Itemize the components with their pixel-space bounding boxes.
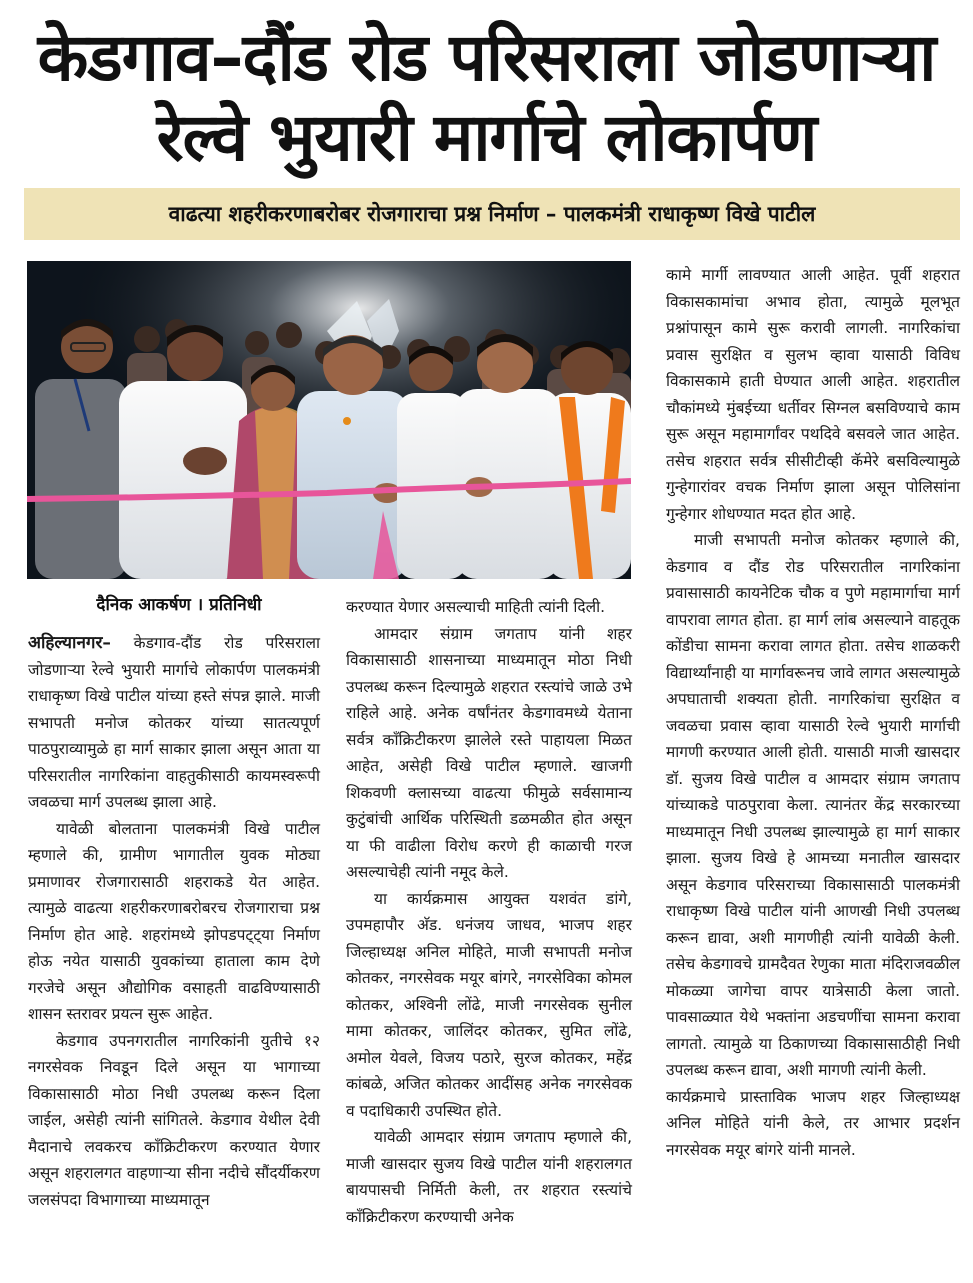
col3-paragraph-1: कामे मार्गी लावण्यात आली आहेत. पूर्वी शहरात विकासकामांचा अभाव होता, त्यामुळे मूलभूत प्रश्नांपासून कामे सुरू करावी लागली. नागरिकांचा प्रवास सुरक्षित व सुलभ व्हावा यासाठी विविध विकासकामे हाती घेण्यात आली आहेत. शहरातील चौकांमध्ये मुंबईच्या धर्तीवर सिग्नल बसविण्याचे काम सुरू असून महामार्गांवर पथदिवे बसवले जात आहेत. तसेच शहरात सर्वत्र सीसीटीव्ही कॅमेरे बसविल्यामुळे गुन्हेगारांवर वचक निर्माण झाला असून पोलिसांना गुन्हेगार शोधण्यात मदत होत आहे. [666, 266, 960, 523]
col2-paragraph-2: आमदार संग्राम जगताप यांनी शहर विकासासाठी शासनाच्या माध्यमातून मोठा निधी उपलब्ध करून दिल्यामुळे शहरात रस्त्यांचे जाळे उभे राहिले आहे. अनेक वर्षांनंतर केडगावमध्ये येताना सर्वत्र काँक्रिटीकरण झालेले रस्ते पाहायला मिळत आहेत, असेही विखे पाटील म्हणाले. खाजगी शिकवणी क्लासच्या वाढत्या फीमुळे सर्वसामान्य कुटुंबांची आर्थिक परिस्थिती डळमळीत होत असून या फी वाढीला विरोध करणे ही काळाची गरज असल्याचेही त्यांनी नमूद केले. [346, 624, 632, 881]
ribbon-cutting-photo [27, 261, 631, 579]
article-column-3 [666, 262, 960, 1163]
headline-line-2: रेल्वे भुयारी मार्गाचे लोकार्पण [156, 99, 817, 176]
news-photo [27, 261, 631, 579]
col1-paragraph-1: केडगाव-दौंड रोड परिसराला जोडणाऱ्या रेल्वे भुयारी मार्गाचे लोकार्पण पालकमंत्री राधाकृष्ण विखे पाटील यांच्या हस्ते संपन्न झाले. माजी सभापती मनोज कोतकर यांच्या सातत्यपूर्ण पाठपुराव्यामुळे हा मार्ग साकार झाला असून आता या परिसरातील नागरिकांना वाहतुकीसाठी कायमस्वरूपी जवळचा मार्ग उपलब्ध झाला आहे. [28, 634, 320, 811]
col3-paragraph-2: माजी सभापती मनोज कोतकर म्हणाले की, केडगाव व दौंड रोड परिसरातील नागरिकांना प्रवासासाठी कायनेटिक चौक व पुणे महामार्गाचा मार्ग वापरावा लागत होता. हा मार्ग लांब असल्याने वाहतूक कोंडीचा सामना करावा लागत होता. तसेच शाळकरी विद्यार्थ्यांनाही या मार्गावरूनच जावे लागत असल्यामुळे अपघाताची शक्यता होती. नागरिकांचा सुरक्षित व जवळचा प्रवास व्हावा यासाठी रेल्वे भुयारी मार्गाची मागणी करण्यात आली होती. यासाठी माजी खासदार डॉ. सुजय विखे पाटील व आमदार संग्राम जगताप यांच्याकडे पाठपुरावा केला. त्यानंतर केंद्र सरकारच्या माध्यमातून निधी उपलब्ध झाल्यामुळे हा मार्ग साकार झाला. सुजय विखे हे आमच्या मनातील खासदार असून केडगाव परिसराच्या विकासासाठी पालकमंत्री राधाकृष्ण विखे पाटील यांनी आणखी निधी उपलब्ध करून द्यावा, अशी मागणीही त्यांनी यावेळी केली. तसेच केडगावचे ग्रामदैवत रेणुका माता मंदिराजवळील मोकळ्या जागेचा वापर यात्रेसाठी केला जातो. पावसाळ्यात येथे भक्तांना अडचणींचा सामना करावा लागतो. त्यामुळे या ठिकाणच्या विकासासाठीही निधी उपलब्ध करून द्यावा, अशी मागणी त्यांनी केली. [666, 531, 960, 1079]
col3-paragraph-3: कार्यक्रमाचे प्रास्ताविक भाजप शहर जिल्हाध्यक्ष अनिल मोहिते यांनी केले, तर आभार प्रदर्शन नगरसेवक मयूर बांगरे यांनी मानले. [666, 1087, 960, 1159]
article-column-2 [346, 594, 632, 1230]
col2-paragraph-4: यावेळी आमदार संग्राम जगताप म्हणाले की, माजी खासदार सुजय विखे पाटील यांनी शहरालगत बायपासची निर्मिती केली, तर शहरात रस्त्यांचे काँक्रिटीकरण करण्याची अनेक [346, 1128, 632, 1226]
col2-paragraph-3: या कार्यक्रमास आयुक्त यशवंत डांगे, उपमहापौर अ‍ॅड. धनंजय जाधव, भाजप शहर जिल्हाध्यक्ष अनिल मोहिते, माजी सभापती मनोज कोतकर, नगरसेवक मयूर बांगरे, नगरसेविका कोमल कोतकर, अश्विनी लोंढे, माजी नगरसेवक सुनील मामा कोतकर, जालिंदर कोतकर, सुमित लोंढे, अमोल येवले, विजय पठारे, सुरज कोतकर, महेंद्र कांबळे, अजित कोतकर आदींसह अनेक नगरसेवक व पदाधिकारी उपस्थित होते. [346, 889, 632, 1120]
subheadline-text: वाढत्या शहरीकरणाबरोबर रोजगाराचा प्रश्न निर्माण – पालकमंत्री राधाकृष्ण विखे पाटील [168, 202, 816, 226]
col1-paragraph-2: यावेळी बोलताना पालकमंत्री विखे पाटील म्हणाले की, ग्रामीण भागातील युवक मोठ्या प्रमाणावर रोजगारासाठी शहराकडे येत आहेत. त्यामुळे वाढत्या शहरीकरणाबरोबरच रोजगाराचा प्रश्न निर्माण होत आहे. शहरांमध्ये झोपडपट्ट्या निर्माण होऊ नयेत यासाठी युवकांच्या हाताला काम देणे गरजेचे असून औद्योगिक वसाहती वाढविण्यासाठी शासन स्तरावर प्रयत्न सुरू आहेत. [28, 819, 320, 1023]
article-column-1 [28, 630, 320, 1213]
byline: दैनिक आकर्षण । प्रतिनिधी [96, 595, 262, 615]
col2-paragraph-1: करण्यात येणार असल्याची माहिती त्यांनी दिली. [346, 598, 606, 616]
dateline: अहिल्यानगर– [28, 633, 111, 653]
col1-paragraph-3: केडगाव उपनगरातील नागरिकांनी युतीचे १२ नगरसेवक निवडून दिले असून या भागाच्या विकासासाठी मोठा निधी उपलब्ध करून दिला जाईल, असेही त्यांनी सांगितले. केडगाव येथील देवी मैदानाचे लवकरच काँक्रिटीकरण करण्यात येणार असून शहरालगत वाहणाऱ्या सीना नदीचे सौंदर्यीकरण जलसंपदा विभागाच्या माध्यमातून [28, 1031, 320, 1209]
headline-line-1: केडगाव–दौंड रोड परिसराला जोडणाऱ्या [37, 19, 936, 96]
subheadline-bar [24, 188, 960, 240]
